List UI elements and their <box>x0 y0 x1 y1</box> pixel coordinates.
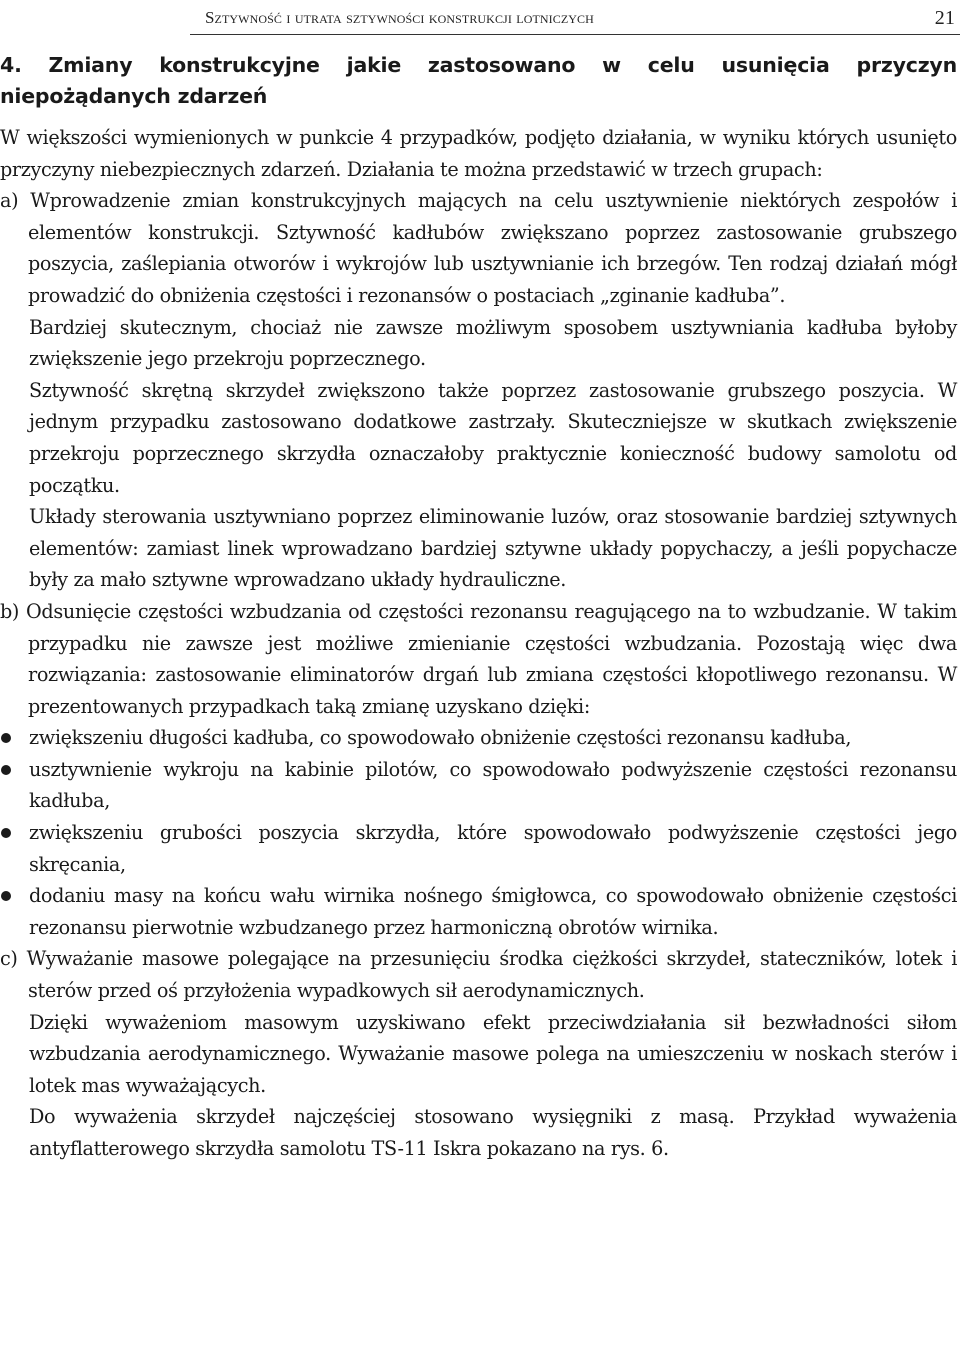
group-c-paragraph-1: Dzięki wyważeniom masowym uzyskiwano efekt przeciwdziałania sił bezwładności siłom wzbudzania aerodynamicznego. Wyważanie masowe polega na umieszczeniu w noskach sterów i lotek mas wyważających. <box>29 1010 957 1097</box>
group-a-body <box>0 312 957 596</box>
group-a-lead: a) Wprowadzenie zmian konstrukcyjnych mających na celu usztywnienie niektórych zespołów i elementów konstrukcji. Sztywność kadłubów zwiększano poprzez zastosowanie grubszego poszycia, zaślepiania otworów i wykrojów lub usztywnianie ich brzegów. Ten rodzaj działań mógł prowadzić do obniżenia częstości i rezonansów o postaciach „zginanie kadłuba”. <box>0 189 957 307</box>
running-header-title: Sztywność i utrata sztywności konstrukcji lotniczych <box>205 8 594 27</box>
list-item <box>0 880 957 943</box>
list-item-text: zwiększeniu długości kadłuba, co spowodowało obniżenie częstości rezonansu kadłuba, <box>29 726 852 750</box>
list-item <box>0 817 957 880</box>
group-a-paragraph-1: Bardziej skutecznym, chociaż nie zawsze możliwym sposobem usztywniania kadłuba byłoby zwiększenie jego przekroju poprzecznego. <box>29 315 957 371</box>
group-c-paragraph-2: Do wyważenia skrzydeł najczęściej stosowano wysięgniki z masą. Przykład wyważenia antyflatterowego skrzydła samolotu TS-11 Iskra pokazano na rys. 6. <box>29 1105 957 1160</box>
group-a-paragraph-2: Sztywność skrętną skrzydeł zwiększono także poprzez zastosowanie grubszego poszycia. W jednym przypadku zastosowano dodatkowe zastrzały. Skuteczniejsze w skutkach zwiększenie przekroju poprzecznego skrzydła oznaczałoby praktycznie konieczność budowy samolotu od początku. <box>29 378 957 497</box>
bullet-icon <box>1 733 11 743</box>
list-item <box>0 722 957 754</box>
group-a-paragraph-3: Układy sterowania usztywniano poprzez eliminowanie luzów, oraz stosowanie bardziej sztywnych elementów: zamiast linek wprowadzano bardziej sztywne układy popychaczy, a jeśli popychacze były za mało sztywne wprowadzano układy hydrauliczne. <box>29 505 957 592</box>
list-item-text: zwiększeniu grubości poszycia skrzydła, które spowodowało podwyższenie częstości jego skręcania, <box>29 821 957 876</box>
group-c-lead: c) Wyważanie masowe polegające na przesunięciu środka ciężkości skrzydeł, stateczników, lotek i sterów przed oś przyłożenia wypadkowych sił aerodynamicznych. <box>0 947 957 1003</box>
page-content <box>0 50 957 1165</box>
section-heading: 4. Zmiany konstrukcyjne jakie zastosowano w celu usunięcia przyczyn niepożądanych zdarzeń <box>0 53 957 108</box>
list-item-text: dodaniu masy na końcu wału wirnika nośnego śmigłowca, co spowodowało obniżenie częstości rezonansu pierwotnie wzbudzanego przez harmoniczną obrotów wirnika. <box>29 884 957 939</box>
bullet-icon <box>1 828 11 838</box>
group-b-lead: b) Odsunięcie częstości wzbudzania od częstości rezonansu reagującego na to wzbudzanie. W takim przypadku nie zawsze jest możliwe zmienianie częstości wzbudzania. Pozostają więc dwa rozwiązania: zastosowanie eliminatorów drgań lub zmiana częstości kłopotliwego rezonansu. W prezentowanych przypadkach taką zmianę uzyskano dzięki: <box>0 599 957 718</box>
bullet-icon <box>1 765 11 775</box>
header-rule <box>190 34 960 35</box>
group-c-body <box>0 1007 957 1165</box>
group-b-bullet-list <box>0 722 957 943</box>
list-item-text: usztywnienie wykroju na kabinie pilotów, co spowodowało podwyższenie częstości rezonansu kadłuba, <box>29 757 957 813</box>
bullet-icon <box>1 891 11 901</box>
page-number: 21 <box>934 7 955 29</box>
running-header <box>205 4 955 32</box>
list-item <box>0 754 957 817</box>
intro-paragraph: W większości wymienionych w punkcie 4 przypadków, podjęto działania, w wyniku których usunięto przyczyny niebezpiecznych zdarzeń. Działania te można przedstawić w trzech grupach: <box>0 126 957 181</box>
